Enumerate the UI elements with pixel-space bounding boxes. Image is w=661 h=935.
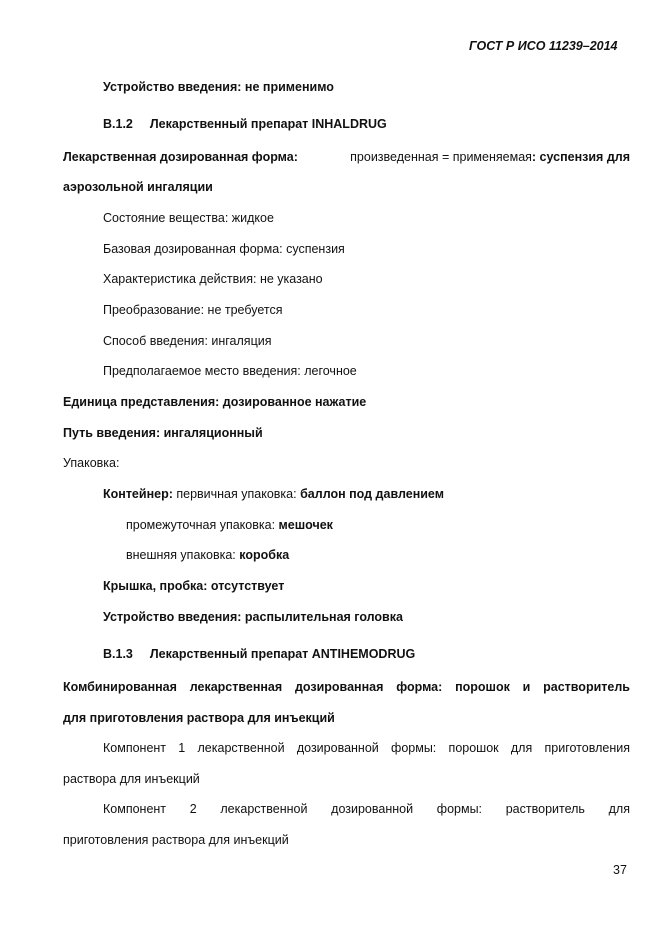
transform-line: Преобразование: не требуется (103, 303, 283, 317)
closure-line: Крышка, пробка: отсутствует (103, 579, 285, 593)
combo-form-line-2: для приготовления раствора для инъекций (63, 711, 335, 725)
section-b12-heading: B.1.2 Лекарственный препарат INHALDRUG (103, 117, 387, 131)
route-line: Путь введения: ингаляционный (63, 426, 263, 440)
component2-line-2: приготовления раствора для инъекций (63, 833, 289, 847)
component1-line-1: Компонент 1 лекарственной дозированной формы: порошок для приготовления (103, 741, 630, 755)
unit-line: Единица представления: дозированное нажатие (63, 395, 367, 409)
component1-line-2: раствора для инъекций (63, 772, 200, 786)
release-line: Характеристика действия: не указано (103, 272, 323, 286)
standard-header: ГОСТ Р ИСО 11239–2014 (469, 39, 618, 53)
site-line: Предполагаемое место введения: легочное (103, 364, 357, 378)
outer-pack-line: внешняя упаковка: коробка (126, 548, 290, 562)
dosage-form-line-1: Лекарственная дозированная форма: произведенная = применяемая: суспензия для (63, 150, 630, 164)
packaging-line: Упаковка: (63, 456, 120, 470)
section-b13-heading: B.1.3 Лекарственный препарат ANTIHEMODRUG (103, 647, 416, 661)
basic-form-line: Базовая дозированная форма: суспензия (103, 242, 345, 256)
container-line: Контейнер: первичная упаковка: баллон под давлением (103, 487, 444, 501)
component2-line-1: Компонент 2 лекарственной дозированной формы: растворитель для (103, 802, 630, 816)
intermediate-pack-line: промежуточная упаковка: мешочек (126, 518, 333, 532)
combo-form-line-1: Комбинированная лекарственная дозированная форма: порошок и растворитель (63, 680, 630, 694)
page-number: 37 (613, 863, 627, 877)
device-none-line: Устройство введения: не применимо (103, 80, 334, 94)
dosage-form-line-2: аэрозольной ингаляции (63, 180, 213, 194)
admin-method-line: Способ введения: ингаляция (103, 334, 272, 348)
device-line: Устройство введения: распылительная головка (103, 610, 403, 624)
state-line: Состояние вещества: жидкое (103, 211, 274, 225)
